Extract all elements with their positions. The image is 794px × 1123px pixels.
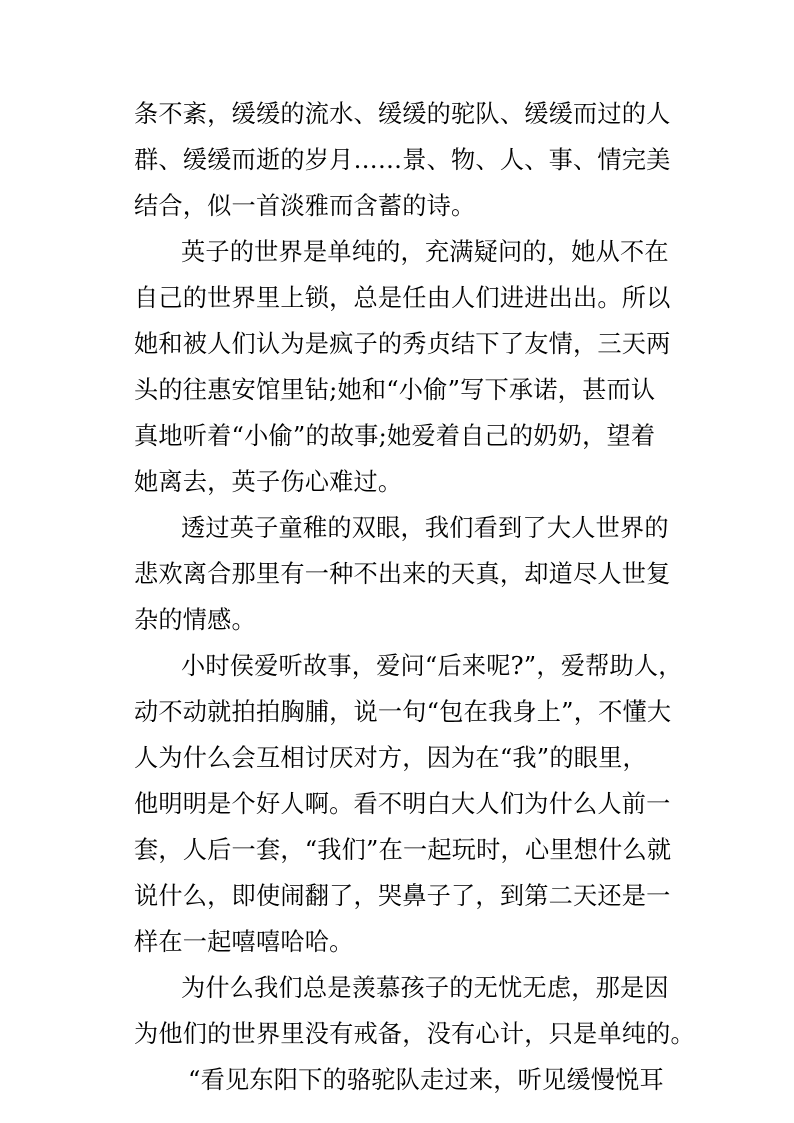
text-line: 结合，似一首淡雅而含蓄的诗。 [134,192,476,220]
text-line: 杂的情感。 [134,606,256,634]
text-line: 头的往惠安馆里钻;她和“小偷”写下承诺，甚而认 [134,376,656,404]
text-line: 动不动就拍拍胸脯，说一句“包在我身上”，不懂大 [134,698,672,726]
text-line: 样在一起嘻嘻哈哈。 [134,928,354,956]
text-line: 她和被人们认为是疯子的秀贞结下了友情，三天两 [134,330,671,358]
text-line: 她离去，英子伤心难过。 [134,468,403,496]
paragraph-first-line: 为什么我们总是羡慕孩子的无忧无虑，那是因 [181,974,669,1002]
text-line: 为他们的世界里没有戒备，没有心计，只是单纯的。 [134,1020,695,1048]
text-line: 悲欢离合那里有一种不出来的天真，却道尽人世复 [134,560,671,588]
text-line: 人为什么会互相讨厌对方，因为在“我”的眼里， [134,744,647,772]
paragraph-first-line: 透过英子童稚的双眼，我们看到了大人世界的 [181,514,669,542]
text-line: 条不紊，缓缓的流水、缓缓的驼队、缓缓而过的人 [134,100,671,128]
paragraph-first-line: 小时侯爱听故事，爱问“后来呢?”，爱帮助人， [181,652,683,680]
paragraph-first-line: “看见东阳下的骆驼队走过来，听见缓慢悦耳 [188,1066,664,1094]
text-line: 他明明是个好人啊。看不明白大人们为什么人前一 [134,790,671,818]
text-line: 群、缓缓而逝的岁月……景、物、人、事、情完美 [134,146,671,174]
paragraph-first-line: 英子的世界是单纯的，充满疑问的，她从不在 [181,238,669,266]
text-line: 说什么，即使闹翻了，哭鼻子了，到第二天还是一 [134,882,671,910]
text-line: 套，人后一套，“我们”在一起玩时，心里想什么就 [134,836,672,864]
text-line: 真地听着“小偷”的故事;她爱着自己的奶奶，望着 [134,422,656,450]
text-line: 自己的世界里上锁，总是任由人们进进出出。所以 [134,284,671,312]
